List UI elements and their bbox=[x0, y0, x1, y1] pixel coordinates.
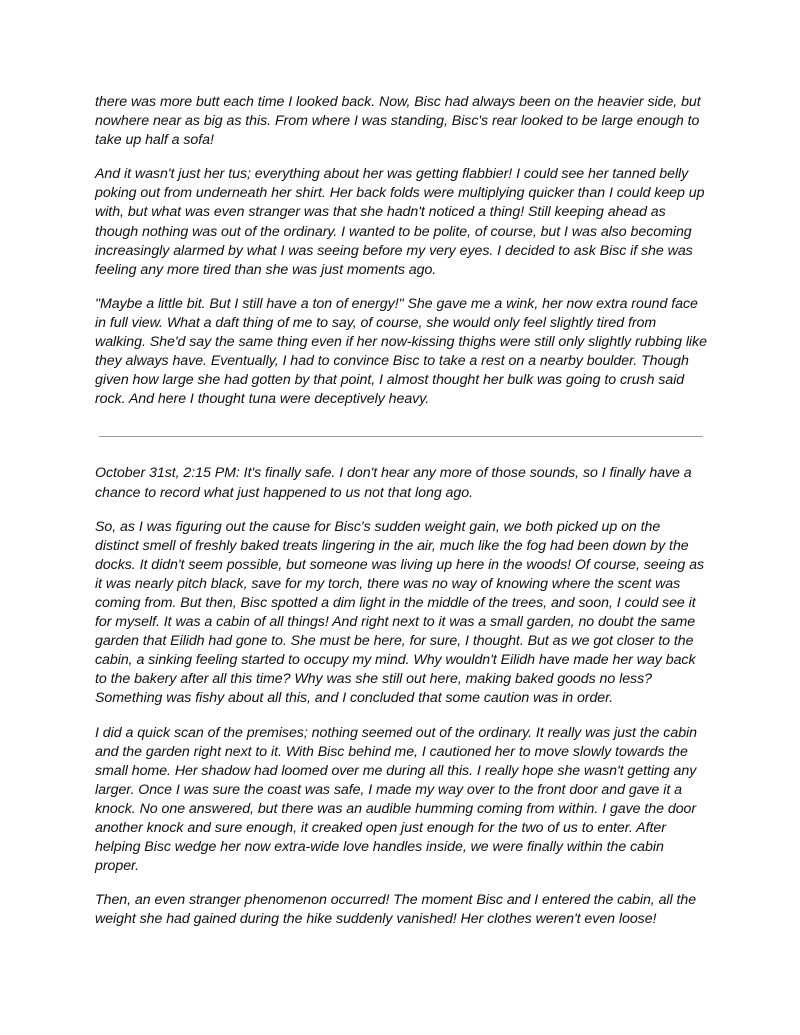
section-two bbox=[95, 464, 707, 929]
section-divider bbox=[99, 436, 703, 437]
paragraph: So, as I was figuring out the cause for Bisc's sudden weight gain, we both picked up on the distinct smell of freshly baked treats lingering in the air, much like the fog had been down by the docks. It didn't seem possible, but someone was living up here in the woods! Of course, seeing as it was nearly pitch black, save for my torch, there was no way of knowing where the scent was coming from. But then, Bisc spotted a dim light in the middle of the trees, and soon, I could see it for myself. It was a cabin of all things! And right next to it was a small garden, no doubt the same garden that Eilidh had gone to. She must be here, for sure, I thought. But as we got closer to the cabin, a sinking feeling started to occupy my mind. Why wouldn't Eilidh have made her way back to the bakery after all this time? Why was she still out here, making baked goods no less? Something was fishy about all this, and I concluded that some caution was in order. bbox=[95, 518, 705, 707]
journal-entry-heading-paragraph: October 31st, 2:15 PM: It's finally safe. I don't hear any more of those sounds, so I finally have a chance to record what just happened to us not that long ago. bbox=[95, 465, 692, 501]
paragraph: "Maybe a little bit. But I still have a ton of energy!" She gave me a wink, her now extra round face in full view. What a daft thing of me to say, of course, she would only feel slightly tired from walking. She'd say the same thing even if her now-kissing thighs were still only slightly rubbing like they always have. Eventually, I had to convince Bisc to take a rest on a nearby boulder. Though given how large she had gotten by that point, I almost thought her bulk was going to crush said rock. And here I thought tuna were deceptively heavy. bbox=[95, 295, 707, 408]
paragraph: I did a quick scan of the premises; nothing seemed out of the ordinary. It really was just the cabin and the garden right next to it. With Bisc behind me, I cautioned her to move slowly towards the small home. Her shadow had loomed over me during all this. I really hope she wasn't getting any larger. Once I was sure the coast was safe, I made my way over to the front door and gave it a knock. No one answered, but there was an audible humming coming from within. I gave the door another knock and sure enough, it creaked open just enough for the two of us to enter. After helping Bisc wedge her now extra-wide love handles inside, we were finally within the cabin proper. bbox=[95, 724, 697, 875]
paragraph: there was more butt each time I looked back. Now, Bisc had always been on the heavier side, but nowhere near as big as this. From where I was standing, Bisc's rear looked to be large enough to take up half a sofa! bbox=[95, 94, 701, 149]
section-one bbox=[95, 93, 707, 409]
paragraph: And it wasn't just her tus; everything about her was getting flabbier! I could see her tanned belly poking out from underneath her shirt. Her back folds were multiplying quicker than I could keep up with, but what was even stranger was that she hadn't noticed a thing! Still keeping ahead as though nothing was out of the ordinary. I wanted to be polite, of course, but I was also becoming increasingly alarmed by what I was seeing before my very eyes. I decided to ask Bisc if she was feeling any more tired than she was just moments ago. bbox=[95, 166, 705, 278]
document-page bbox=[95, 93, 707, 944]
paragraph: Then, an even stranger phenomenon occurred! The moment Bisc and I entered the cabin, all the weight she had gained during the hike suddenly vanished! Her clothes weren't even loose! bbox=[95, 892, 697, 928]
